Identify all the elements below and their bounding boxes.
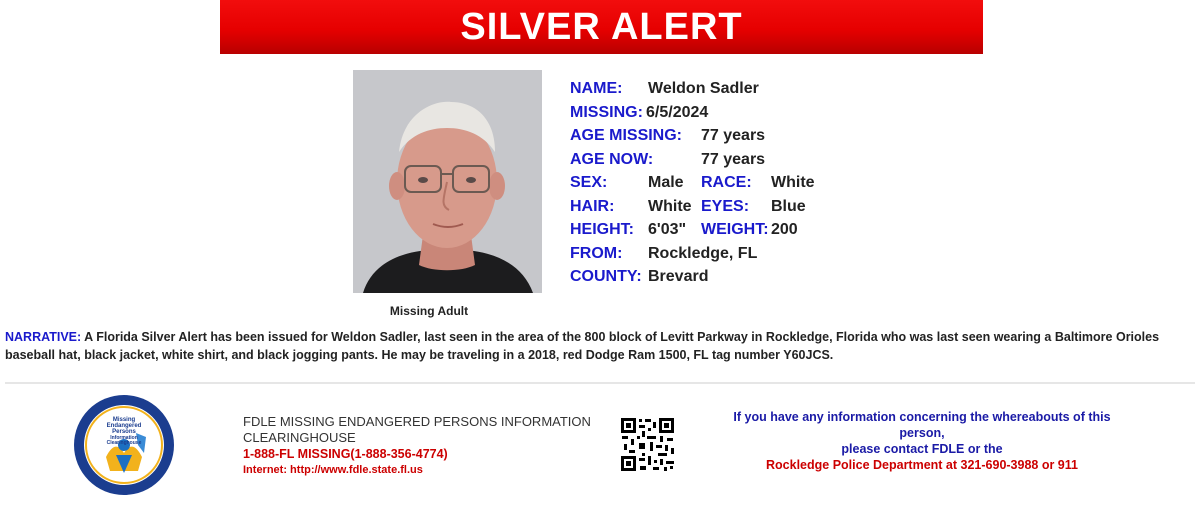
- missing-person-photo: [353, 70, 542, 293]
- org-name: FDLE MISSING ENDANGERED PERSONS INFORMATION CLEARINGHOUSE: [243, 414, 591, 445]
- contact-line-2: please contact FDLE or the: [841, 442, 1003, 456]
- name-value: Weldon Sadler: [648, 80, 759, 97]
- sex-value: Male: [648, 174, 684, 191]
- height-value: 6'03": [648, 221, 687, 238]
- narrative-label: NARRATIVE:: [5, 330, 82, 344]
- logo-text-1: Missing: [112, 417, 136, 423]
- website-link[interactable]: Internet: http://www.fdle.state.fl.us: [243, 464, 423, 476]
- sex-label: SEX:: [570, 174, 608, 191]
- missing-label: MISSING:: [570, 104, 643, 121]
- divider: [5, 382, 1195, 384]
- contact-line-1: If you have any information concerning the whereabouts of this person,: [733, 410, 1111, 440]
- age-now-value: 77 years: [701, 151, 766, 168]
- hair-label: HAIR:: [570, 198, 615, 215]
- county-label: COUNTY:: [570, 268, 642, 285]
- org-info: [243, 414, 603, 478]
- hotline-phone: 1-888-FL MISSING(1-888-356-4774): [243, 447, 448, 461]
- weight-label: WEIGHT:: [701, 221, 769, 238]
- weight-value: 200: [771, 221, 798, 238]
- hair-value: White: [648, 198, 692, 215]
- eyes-label: EYES:: [701, 198, 750, 215]
- logo-text-4: Information: [110, 435, 138, 441]
- contact-line-3: Rockledge Police Department at 321-690-3988 or 911: [766, 458, 1078, 472]
- logo-text-2: Endangered: [106, 423, 142, 429]
- age-missing-value: 77 years: [701, 127, 766, 144]
- name-label: NAME:: [570, 80, 623, 97]
- from-value: Rockledge, FL: [648, 245, 758, 262]
- alert-title: SILVER ALERT: [460, 5, 743, 48]
- contact-info: [722, 409, 1122, 473]
- missing-value: 6/5/2024: [646, 104, 709, 121]
- race-value: White: [771, 174, 815, 191]
- race-label: RACE:: [701, 174, 752, 191]
- qr-code-icon: [620, 417, 675, 472]
- narrative-text: A Florida Silver Alert has been issued for Weldon Sadler, last seen in the area of the 800 block of Levitt Parkway in Rockledge, Florida who was last seen wearing a Baltimore Orioles baseball hat, black jacket, white shirt, and black jogging pants. He may be traveling in a 2018, red Dodge Ram 1500, FL tag number Y60JCS.: [5, 330, 1160, 362]
- photo-caption: Missing Adult: [389, 304, 469, 318]
- logo-text-3: Persons: [112, 429, 136, 435]
- eyes-value: Blue: [771, 198, 806, 215]
- alert-banner: [220, 0, 983, 54]
- height-label: HEIGHT:: [570, 221, 634, 238]
- fdle-mepic-seal-icon: [72, 393, 176, 497]
- narrative: [5, 328, 1195, 364]
- county-value: Brevard: [648, 268, 709, 285]
- person-portrait: [353, 70, 542, 293]
- from-label: FROM:: [570, 245, 623, 262]
- age-now-label: AGE NOW:: [570, 151, 654, 168]
- age-missing-label: AGE MISSING:: [570, 127, 683, 144]
- logo-text-5: Clearinghouse: [106, 440, 142, 446]
